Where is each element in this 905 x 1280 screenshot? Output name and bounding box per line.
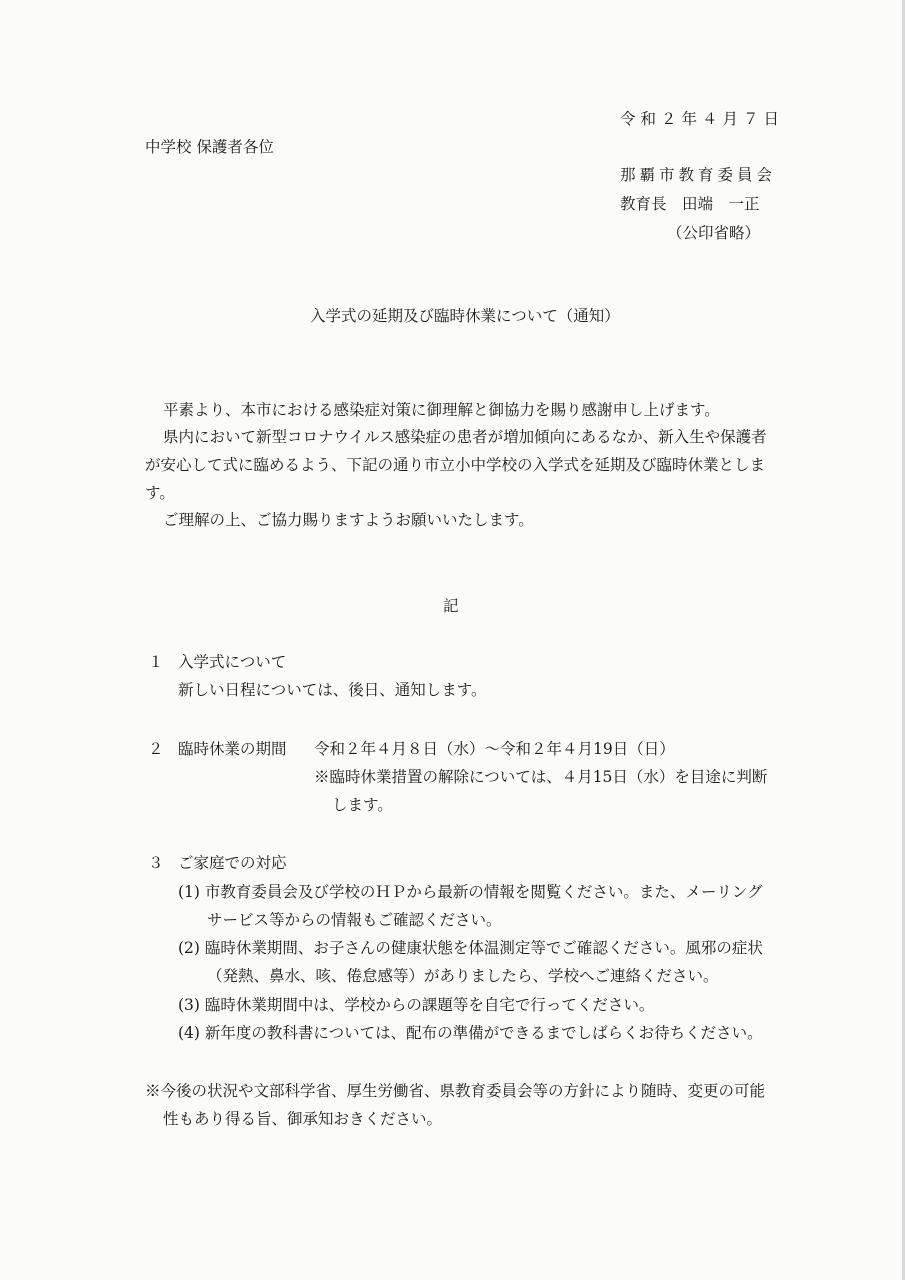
notice-paragraph-line-2: が安心して式に臨めるよう、下記の通り市立小中学校の入学式を延期及び臨時休業としま	[145, 456, 766, 474]
greeting-paragraph: 平素より、本市における感染症対策に御理解と御協力を賜り感謝申し上げます。	[163, 401, 720, 419]
notice-paragraph-line-3: す。	[145, 484, 175, 502]
closure-period: 令和２年４月８日（水）～令和２年４月19日（日）	[314, 740, 675, 758]
section-1-body: 新しい日程については、後日、通知します。	[178, 681, 487, 699]
home-item-1-line-1: (1) 市教育委員会及び学校のＨＰから最新の情報を閲覧ください。また、メーリング	[178, 883, 763, 901]
issue-date: 令和２年４月７日	[620, 110, 785, 128]
footnote-line-2: 性もあり得る旨、御承知おきください。	[163, 1110, 443, 1128]
issuer-organization: 那覇市教育委員会	[620, 166, 777, 184]
section-3-number: ３	[148, 854, 164, 872]
ki-heading: 記	[443, 597, 459, 615]
home-item-4: (4) 新年度の教科書については、配布の準備ができるまでしばらくお待ちください。	[178, 1024, 763, 1042]
section-2-heading: 臨時休業の期間	[178, 740, 287, 758]
home-item-2-line-1: (2) 臨時休業期間、お子さんの健康状態を体温測定等でご確認ください。風邪の症状	[178, 939, 763, 957]
request-paragraph: ご理解の上、ご協力賜りますようお願いいたします。	[163, 511, 534, 529]
section-1-number: １	[148, 653, 164, 671]
notice-paragraph-line-1: 県内において新型コロナウイルス感染症の患者が増加傾向にあるなか、新入生や保護者	[163, 428, 767, 446]
home-item-1-line-2: サービス等からの情報もご確認ください。	[207, 911, 502, 929]
closure-note-line-2: します。	[332, 796, 393, 814]
section-2-number: ２	[148, 740, 164, 758]
document-title: 入学式の延期及び臨時休業について（通知）	[310, 307, 620, 325]
superintendent-name: 教育長 田端 一正	[620, 195, 760, 213]
home-item-2-line-2: （発熱、鼻水、咳、倦怠感等）がありましたら、学校へご連絡ください。	[207, 967, 719, 985]
closure-note-line-1: ※臨時休業措置の解除については、４月15日（水）を目途に判断	[314, 768, 768, 786]
home-item-3: (3) 臨時休業期間中は、学校からの課題等を自宅で行ってください。	[178, 996, 655, 1014]
addressee: 中学校 保護者各位	[145, 138, 274, 156]
seal-omitted-note: （公印省略）	[667, 224, 761, 242]
section-1-heading: 入学式について	[178, 653, 287, 671]
footnote-line-1: ※今後の状況や文部科学省、厚生労働省、県教育委員会等の方針により随時、変更の可能	[145, 1082, 766, 1100]
section-3-heading: ご家庭での対応	[178, 854, 287, 872]
